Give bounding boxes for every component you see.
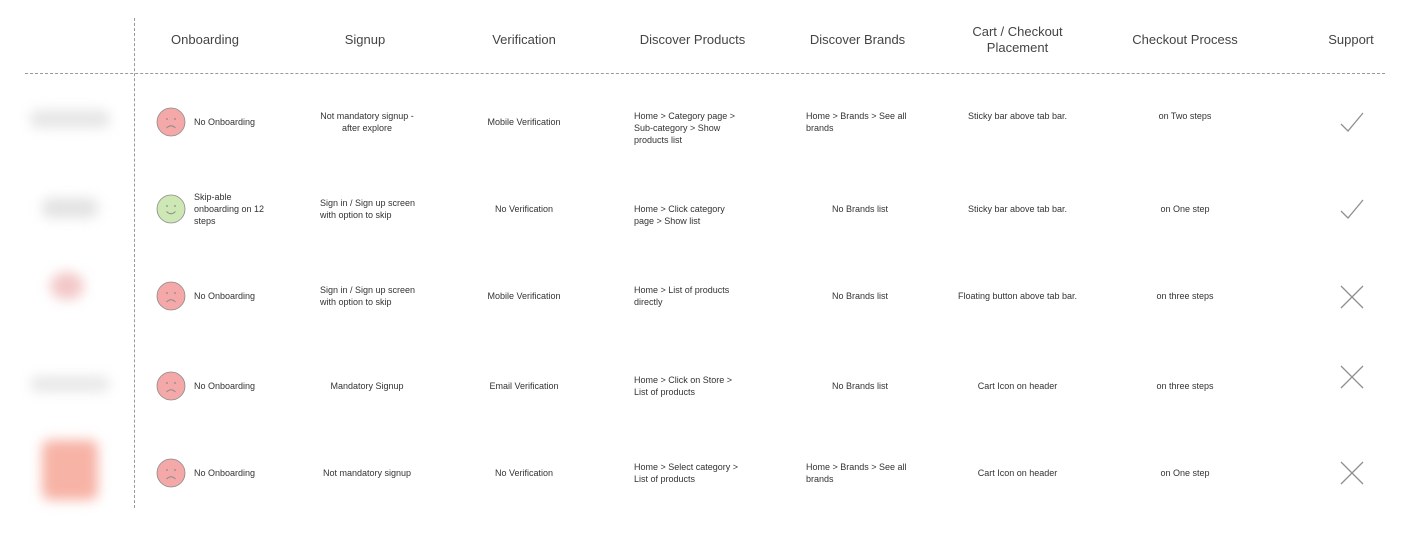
- sad-face-icon: [156, 371, 186, 401]
- verification-cell: Email Verification: [489, 381, 559, 391]
- cart-cell: Sticky bar above tab bar.: [967, 111, 1068, 121]
- checkout-cell: on One step: [1160, 468, 1210, 478]
- onboarding-cell: Skip-able onboarding on 12 steps: [194, 192, 265, 226]
- cart-cell: Cart Icon on header: [977, 468, 1058, 478]
- products-cell: Home > Click on Store > List of products: [634, 375, 733, 397]
- onboarding-cell: No Onboarding: [194, 468, 256, 478]
- cart-cell: Cart Icon on header: [977, 381, 1058, 391]
- app-logo-blurred: [30, 376, 110, 392]
- app-logo-blurred: [50, 272, 84, 300]
- products-cell: Home > Select category > List of products: [634, 462, 739, 484]
- cross-icon: [1339, 284, 1365, 310]
- checkout-cell: on Two steps: [1158, 111, 1212, 121]
- verification-cell: Mobile Verification: [487, 291, 561, 301]
- onboarding-cell: No Onboarding: [194, 291, 256, 301]
- header-verification: Verification: [492, 32, 556, 47]
- horizontal-divider: [25, 73, 1385, 74]
- brands-cell: No Brands list: [831, 291, 889, 301]
- header-discover-brands: Discover Brands: [809, 32, 906, 47]
- header-signup: Signup: [344, 32, 386, 47]
- happy-face-icon: [156, 194, 186, 224]
- header-support: Support: [1328, 32, 1374, 47]
- verification-cell: No Verification: [494, 204, 554, 214]
- brands-cell: Home > Brands > See all brands: [806, 462, 907, 484]
- onboarding-cell: No Onboarding: [194, 117, 256, 127]
- signup-cell: Mandatory Signup: [330, 381, 404, 391]
- cart-cell: Floating button above tab bar.: [957, 291, 1078, 301]
- brands-cell: No Brands list: [831, 204, 889, 214]
- cart-cell: Sticky bar above tab bar.: [967, 204, 1068, 214]
- brands-cell: Home > Brands > See all brands: [806, 111, 907, 133]
- vertical-divider: [134, 18, 135, 508]
- checkout-cell: on One step: [1160, 204, 1210, 214]
- products-cell: Home > Category page > Sub-category > Show products list: [634, 111, 736, 145]
- signup-cell: Sign in / Sign up screen with option to skip: [320, 198, 416, 220]
- signup-cell: Sign in / Sign up screen with option to skip: [320, 285, 416, 307]
- cross-icon: [1339, 460, 1365, 486]
- signup-cell: Not mandatory signup: [322, 468, 412, 478]
- products-cell: Home > Click category page > Show list: [634, 204, 725, 226]
- sad-face-icon: [156, 281, 186, 311]
- app-logo-blurred: [30, 110, 110, 128]
- app-logo-blurred: [42, 198, 98, 218]
- header-checkout-process: Checkout Process: [1132, 32, 1238, 47]
- app-logo-blurred: [42, 440, 98, 500]
- checkout-cell: on three steps: [1156, 291, 1214, 301]
- brands-cell: No Brands list: [831, 381, 889, 391]
- verification-cell: Mobile Verification: [487, 117, 561, 127]
- onboarding-cell: No Onboarding: [194, 381, 256, 391]
- signup-cell: Not mandatory signup - after explore: [320, 111, 414, 133]
- header-cart-checkout-placement: Cart / Checkout Placement: [972, 24, 1063, 55]
- cross-icon: [1339, 364, 1365, 390]
- verification-cell: No Verification: [494, 468, 554, 478]
- products-cell: Home > List of products directly: [634, 285, 730, 307]
- checkout-cell: on three steps: [1156, 381, 1214, 391]
- sad-face-icon: [156, 107, 186, 137]
- sad-face-icon: [156, 458, 186, 488]
- header-discover-products: Discover Products: [639, 32, 746, 47]
- header-onboarding: Onboarding: [171, 32, 239, 47]
- checkmark-icon: [1339, 197, 1365, 223]
- checkmark-icon: [1339, 110, 1365, 136]
